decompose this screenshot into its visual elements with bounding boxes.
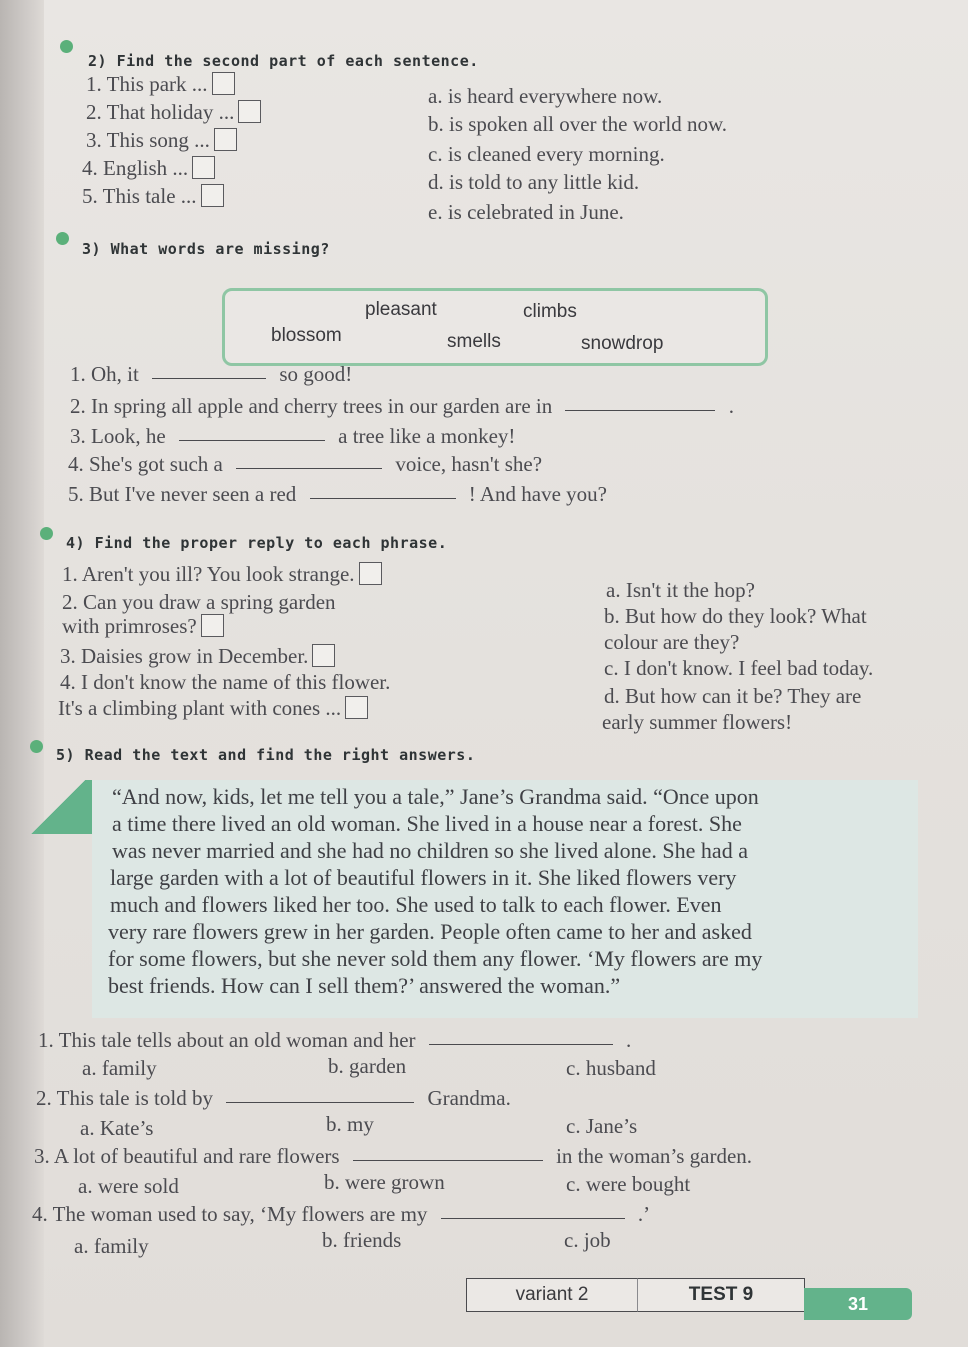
ex3-s4-end: voice, hasn't she?	[395, 452, 543, 476]
ex4-reply-a: a. Isn't it the hop?	[606, 578, 755, 602]
q4-text: 4. The woman used to say, ‘My flowers are my	[32, 1202, 428, 1226]
variant-label: variant 2	[466, 1278, 637, 1312]
word-pleasant: pleasant	[365, 299, 437, 320]
text-line-3: was never married and she had no children so she lived alone. She had a	[112, 838, 748, 863]
ex3-sentence-2	[70, 394, 734, 419]
text-line-2: a time there lived an old woman. She lived in a house near a forest. She	[112, 811, 742, 836]
text-line-8: best friends. How can I sell them?’ answered the woman.”	[108, 973, 621, 998]
ex3-s1-start: 1. Oh, it	[70, 362, 139, 386]
ex2-item-4	[82, 156, 215, 181]
word-climbs: climbs	[523, 301, 577, 322]
ex2-item-3	[86, 128, 237, 153]
q2-option-b[interactable]: b. my	[326, 1112, 374, 1136]
ex4-phrase-2b	[62, 614, 224, 639]
word-bank	[222, 288, 768, 366]
answer-blank[interactable]	[152, 377, 266, 379]
answer-blank[interactable]	[565, 409, 715, 411]
ex3-s5-end: ! And have you?	[468, 482, 607, 506]
ex4-phrase-4a: 4. I don't know the name of this flower.	[60, 670, 391, 694]
question-2	[36, 1086, 511, 1111]
q3-option-c[interactable]: c. were bought	[566, 1172, 691, 1196]
ex4-phrase-3-text: 3. Daisies grow in December.	[60, 644, 309, 668]
q4-option-c[interactable]: c. job	[564, 1228, 611, 1252]
ex4-phrase-4b-text: It's a climbing plant with cones ...	[58, 696, 342, 720]
q1-option-a[interactable]: a. family	[82, 1056, 157, 1080]
question-3	[34, 1144, 752, 1169]
ex5-bullet	[30, 740, 43, 753]
text-line-5: much and flowers liked her too. She used to talk to each flower. Even	[110, 892, 722, 917]
ex4-bullet	[40, 527, 53, 540]
page-footer	[466, 1278, 912, 1324]
answer-box[interactable]	[201, 184, 224, 207]
answer-box[interactable]	[359, 562, 382, 585]
ex3-s2-start: 2. In spring all apple and cherry trees in our garden are in	[70, 394, 553, 418]
ex2-option-d: d. is told to any little kid.	[428, 170, 640, 194]
text-line-6: very rare flowers grew in her garden. People often came to her and asked	[108, 919, 752, 944]
ex4-reply-d1: d. But how can it be? They are	[604, 684, 862, 708]
ex2-item-1-text: 1. This park ...	[86, 72, 208, 96]
answer-blank[interactable]	[226, 1101, 414, 1103]
q1-text: 1. This tale tells about an old woman and her	[38, 1028, 416, 1052]
ex2-option-e: e. is celebrated in June.	[428, 200, 624, 224]
q2-option-a[interactable]: a. Kate’s	[80, 1116, 154, 1140]
ex3-sentence-5	[68, 482, 607, 507]
answer-blank[interactable]	[441, 1217, 625, 1219]
ex2-item-2	[86, 100, 261, 125]
ex3-heading: 3) What words are missing?	[82, 240, 330, 258]
ex2-item-5-text: 5. This tale ...	[82, 184, 197, 208]
answer-box[interactable]	[312, 644, 335, 667]
ex2-option-a: a. is heard everywhere now.	[428, 84, 663, 108]
ex3-sentence-4	[68, 452, 542, 477]
ex4-phrase-1-text: 1. Aren't you ill? You look strange.	[62, 562, 355, 586]
q4-end: .’	[637, 1202, 651, 1226]
answer-blank[interactable]	[353, 1159, 543, 1161]
q1-option-c[interactable]: c. husband	[566, 1056, 656, 1080]
ex4-heading: 4) Find the proper reply to each phrase.	[66, 534, 448, 552]
answer-blank[interactable]	[236, 467, 382, 469]
word-smells: smells	[447, 331, 501, 352]
q4-option-b[interactable]: b. friends	[322, 1228, 402, 1252]
q1-end: .	[626, 1028, 632, 1052]
answer-box[interactable]	[214, 128, 237, 151]
q3-option-a[interactable]: a. were sold	[78, 1174, 179, 1198]
q2-option-c[interactable]: c. Jane’s	[566, 1114, 638, 1138]
text-line-7: for some flowers, but she never sold them any flower. ‘My flowers are my	[108, 946, 763, 971]
test-label: TEST 9	[637, 1278, 805, 1312]
ex4-reply-d2: early summer flowers!	[602, 710, 793, 734]
ex3-sentence-3	[70, 424, 515, 449]
ex2-item-2-text: 2. That holiday ...	[86, 100, 235, 124]
text-line-1: “And now, kids, let me tell you a tale,” Jane’s Grandma said. “Once upon	[112, 784, 759, 809]
ex3-s1-end: so good!	[279, 362, 353, 386]
ex4-reply-c: c. I don't know. I feel bad today.	[604, 656, 874, 680]
ex4-phrase-2a: 2. Can you draw a spring garden	[62, 590, 336, 614]
ex3-s3-start: 3. Look, he	[70, 424, 166, 448]
page-number: 31	[804, 1288, 912, 1320]
q2-text: 2. This tale is told by	[36, 1086, 213, 1110]
ex2-option-c: c. is cleaned every morning.	[428, 142, 665, 166]
ex2-bullet	[60, 40, 73, 53]
reading-panel-tab	[24, 780, 92, 834]
ex2-option-b: b. is spoken all over the world now.	[428, 112, 728, 136]
q4-option-a[interactable]: a. family	[74, 1234, 149, 1258]
answer-blank[interactable]	[310, 497, 456, 499]
ex4-reply-b1: b. But how do they look? What	[604, 604, 867, 628]
ex2-heading: 2) Find the second part of each sentence.	[88, 52, 479, 70]
text-line-4: large garden with a lot of beautiful flowers in it. She liked flowers very	[110, 865, 737, 890]
word-blossom: blossom	[271, 325, 342, 346]
answer-blank[interactable]	[429, 1043, 613, 1045]
answer-blank[interactable]	[179, 439, 325, 441]
ex3-bullet	[56, 232, 69, 245]
answer-box[interactable]	[201, 614, 224, 637]
ex3-s5-start: 5. But I've never seen a red	[68, 482, 297, 506]
ex4-phrase-4b	[58, 696, 368, 721]
ex4-phrase-1	[62, 562, 382, 587]
answer-box[interactable]	[212, 72, 235, 95]
ex2-item-1	[86, 72, 235, 97]
ex2-item-5	[82, 184, 224, 209]
q1-option-b[interactable]: b. garden	[328, 1054, 407, 1078]
question-1	[38, 1028, 631, 1053]
ex3-s2-end: .	[728, 394, 734, 418]
answer-box[interactable]	[192, 156, 215, 179]
ex3-s4-start: 4. She's got such a	[68, 452, 223, 476]
ex4-phrase-3	[60, 644, 335, 669]
q3-text: 3. A lot of beautiful and rare flowers	[34, 1144, 340, 1168]
word-snowdrop: snowdrop	[581, 333, 664, 354]
ex5-heading: 5) Read the text and find the right answers.	[56, 746, 476, 764]
ex2-item-4-text: 4. English ...	[82, 156, 189, 180]
answer-box[interactable]	[345, 696, 368, 719]
ex3-s3-end: a tree like a monkey!	[338, 424, 516, 448]
answer-box[interactable]	[238, 100, 261, 123]
q3-end: in the woman’s garden.	[556, 1144, 753, 1168]
q3-option-b[interactable]: b. were grown	[324, 1170, 445, 1194]
q2-end: Grandma.	[427, 1086, 511, 1110]
ex2-item-3-text: 3. This song ...	[86, 128, 210, 152]
ex3-sentence-1	[70, 362, 352, 387]
ex4-phrase-2b-text: with primroses?	[62, 614, 197, 638]
ex4-reply-b2: colour are they?	[604, 630, 740, 654]
question-4	[32, 1202, 650, 1227]
